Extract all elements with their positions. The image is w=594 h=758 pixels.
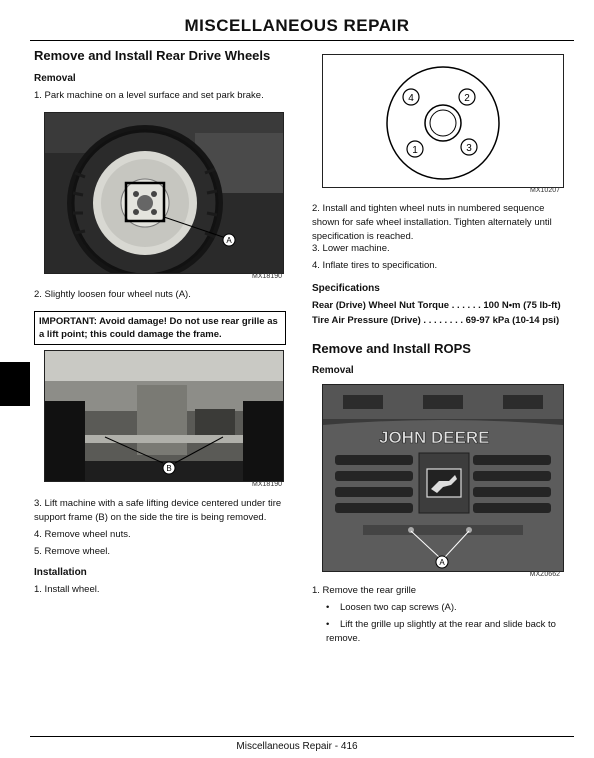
footer-text: Miscellaneous Repair - 416 bbox=[236, 741, 358, 752]
spec-tire-pressure: Tire Air Pressure (Drive) . . . . . . . . 69-97 kPa (10-14 psi) bbox=[312, 315, 560, 326]
spec-nut-torque: Rear (Drive) Wheel Nut Torque . . . . . . 100 N•m (75 lb-ft) bbox=[312, 300, 561, 311]
right-step-3: 3. Lower machine. bbox=[312, 243, 390, 254]
bullet-1 bbox=[326, 601, 574, 615]
nut-number-2: 2 bbox=[464, 93, 470, 104]
nut-number-4: 4 bbox=[408, 93, 414, 104]
grille-photo bbox=[322, 384, 564, 572]
section-title-wheels: Remove and Install Rear Drive Wheels bbox=[34, 48, 271, 63]
fig1-caption: MX18190 bbox=[252, 273, 282, 280]
nut-sequence-diagram bbox=[322, 54, 564, 188]
page-title: MISCELLANEOUS REPAIR bbox=[184, 16, 410, 35]
deer-logo-icon bbox=[427, 469, 461, 497]
fig4-caption: MXZ0662 bbox=[529, 571, 560, 578]
wheel-photo bbox=[44, 112, 284, 274]
section-title-rops: Remove and Install ROPS bbox=[312, 341, 471, 356]
callout-a-label: A bbox=[226, 236, 232, 245]
bullet-2-text: Lift the grille up slightly at the rear and slide back to remove. bbox=[326, 619, 556, 644]
frame-photo bbox=[44, 350, 284, 482]
bullet-2 bbox=[326, 618, 574, 646]
section-tab bbox=[0, 362, 30, 406]
bullet-marker: • bbox=[326, 619, 330, 630]
nut-number-1: 1 bbox=[412, 145, 418, 156]
callout-b-label: B bbox=[166, 464, 172, 473]
fig2-caption: MX18190 bbox=[252, 481, 282, 488]
rops-removal-heading: Removal bbox=[312, 365, 354, 376]
step-5: 5. Remove wheel. bbox=[34, 546, 111, 557]
right-step-2: 2. Install and tighten wheel nuts in numbered sequence shown for safe wheel installation. Tighten alternately until specification is reached. bbox=[312, 203, 552, 242]
header-rule bbox=[30, 40, 574, 41]
bullet-1-text: Loosen two cap screws (A). bbox=[339, 602, 457, 613]
rops-step-1: 1. Remove the rear grille bbox=[312, 585, 417, 596]
step-1: 1. Park machine on a level surface and set park brake. bbox=[34, 90, 264, 101]
step-2: 2. Slightly loosen four wheel nuts (A). bbox=[34, 289, 191, 300]
step-3: 3. Lift machine with a safe lifting device centered under tire support frame (B) on the side the tire is being removed. bbox=[34, 498, 282, 523]
john-deere-logo-text: JOHN DEERE bbox=[379, 428, 490, 447]
install-step-1: 1. Install wheel. bbox=[34, 584, 100, 595]
specs-heading: Specifications bbox=[312, 283, 380, 294]
nut-number-3: 3 bbox=[466, 143, 472, 154]
installation-heading: Installation bbox=[34, 567, 87, 578]
footer-rule bbox=[30, 736, 574, 737]
step-4: 4. Remove wheel nuts. bbox=[34, 529, 131, 540]
important-notice: IMPORTANT: Avoid damage! Do not use rear grille as a lift point; this could damage the frame. bbox=[34, 311, 286, 345]
callout-a2-label: A bbox=[439, 558, 445, 567]
bullet-marker: • bbox=[326, 602, 330, 613]
right-step-4: 4. Inflate tires to specification. bbox=[312, 260, 438, 271]
fig3-caption: MX10207 bbox=[530, 187, 560, 194]
removal-heading: Removal bbox=[34, 73, 76, 84]
